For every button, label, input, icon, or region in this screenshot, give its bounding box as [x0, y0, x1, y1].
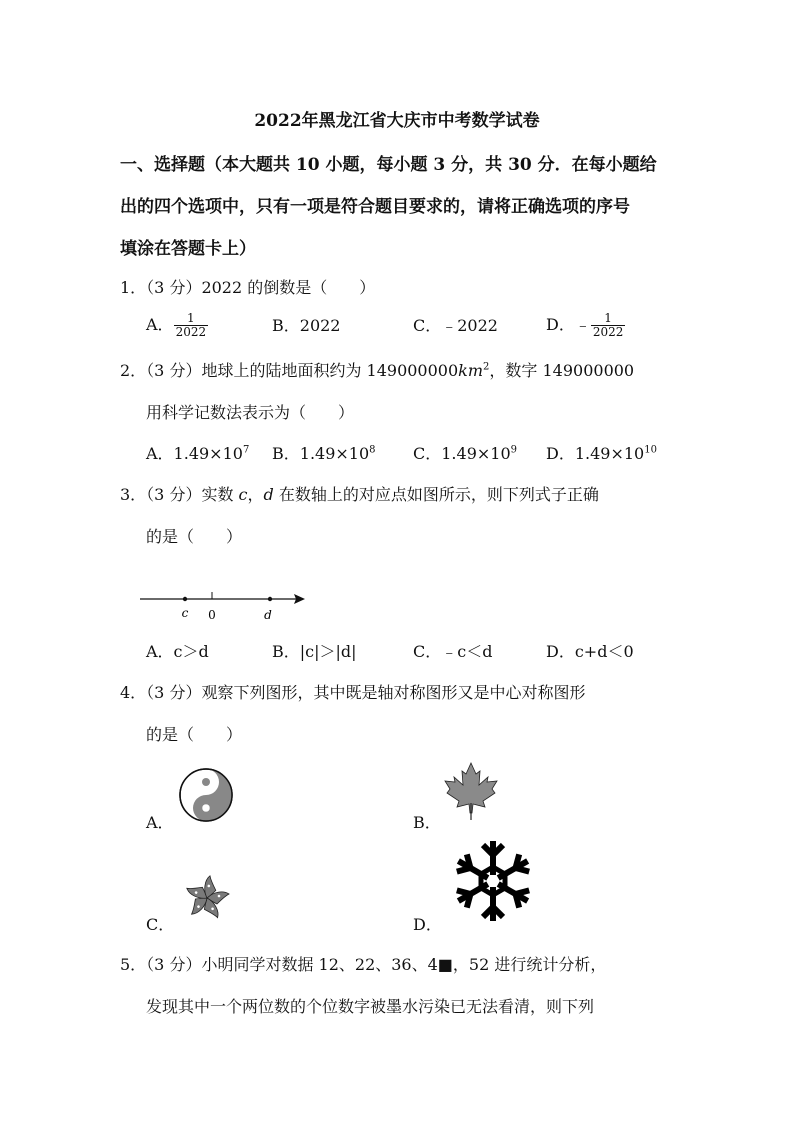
question-2-stem-cont: 用科学记数法表示为（ ） — [146, 403, 355, 422]
q2-option-c: C．$1.49\times 10^9$ — [413, 444, 518, 463]
q1-option-d: D．﹣ $\frac{1}{2022}$ — [546, 311, 624, 339]
q1-option-a: A． $\frac{1}{2022}$ — [146, 311, 207, 339]
question-5-stem: 5．（3 分）小明同学对数据 12、22、36、4■，52 进行统计分析， — [120, 955, 607, 974]
fraction: $\frac{1}{2022}$ — [175, 311, 207, 339]
point-c — [183, 597, 187, 601]
question-4-stem-cont: 的是（ ） — [146, 725, 243, 744]
yin-yang-icon — [178, 767, 234, 823]
page-title: 2022年黑龙江省大庆市中考数学试卷 — [254, 111, 540, 131]
q4-option-c-label: C． — [146, 915, 175, 934]
q1-option-b: B．2022 — [272, 316, 341, 335]
maple-leaf-icon — [443, 761, 499, 821]
question-1-stem: 1．（3 分）2022 的倒数是（ ） — [120, 278, 376, 297]
section-heading-line-3: 填涂在答题卡上） — [120, 239, 256, 259]
fraction: $\frac{1}{2022}$ — [592, 311, 624, 339]
q2-option-d: D．$1.49\times 10^{10}$ — [546, 444, 657, 463]
question-2-stem: 2．（3 分）地球上的陆地面积约为 $149000000km^2$，数字 149000000 — [120, 361, 635, 380]
q1-option-c: C．﹣2022 — [413, 316, 498, 335]
q3-option-d: D．c+d＜0 — [546, 642, 634, 661]
q3-option-c: C．﹣c＜d — [413, 642, 493, 661]
snowflake-icon — [448, 838, 538, 924]
question-4-stem: 4．（3 分）观察下列图形，其中既是轴对称图形又是中心对称图形 — [120, 683, 586, 702]
point-d — [268, 597, 272, 601]
label-c: c — [181, 606, 189, 620]
question-3-stem: 3．（3 分）实数 c，d 在数轴上的对应点如图所示，则下列式子正确 — [120, 485, 599, 504]
q2-option-a: A．$1.49\times 10^7$ — [146, 444, 250, 463]
q2-option-b: B．$1.49\times 10^8$ — [272, 444, 376, 463]
q3-option-a: A．c＞d — [146, 642, 209, 661]
label-zero: 0 — [208, 608, 216, 622]
q4-option-d-label: D． — [413, 915, 442, 934]
q3-option-b: B．|c|＞|d| — [272, 642, 357, 661]
bauhinia-flower-icon — [176, 872, 238, 924]
label-d: d — [264, 608, 272, 622]
section-heading-line-1: 一、选择题（本大题共 10 小题，每小题 3 分，共 30 分．在每小题给 — [120, 155, 657, 175]
question-5-stem-cont: 发现其中一个两位数的个位数字被墨水污染已无法看清，则下列 — [146, 997, 595, 1016]
section-heading-line-2: 出的四个选项中，只有一项是符合题目要求的，请将正确选项的序号 — [120, 197, 630, 217]
q4-option-b-label: B． — [413, 813, 441, 832]
question-3-stem-cont: 的是（ ） — [146, 527, 243, 546]
q4-option-a-label: A． — [146, 813, 174, 832]
